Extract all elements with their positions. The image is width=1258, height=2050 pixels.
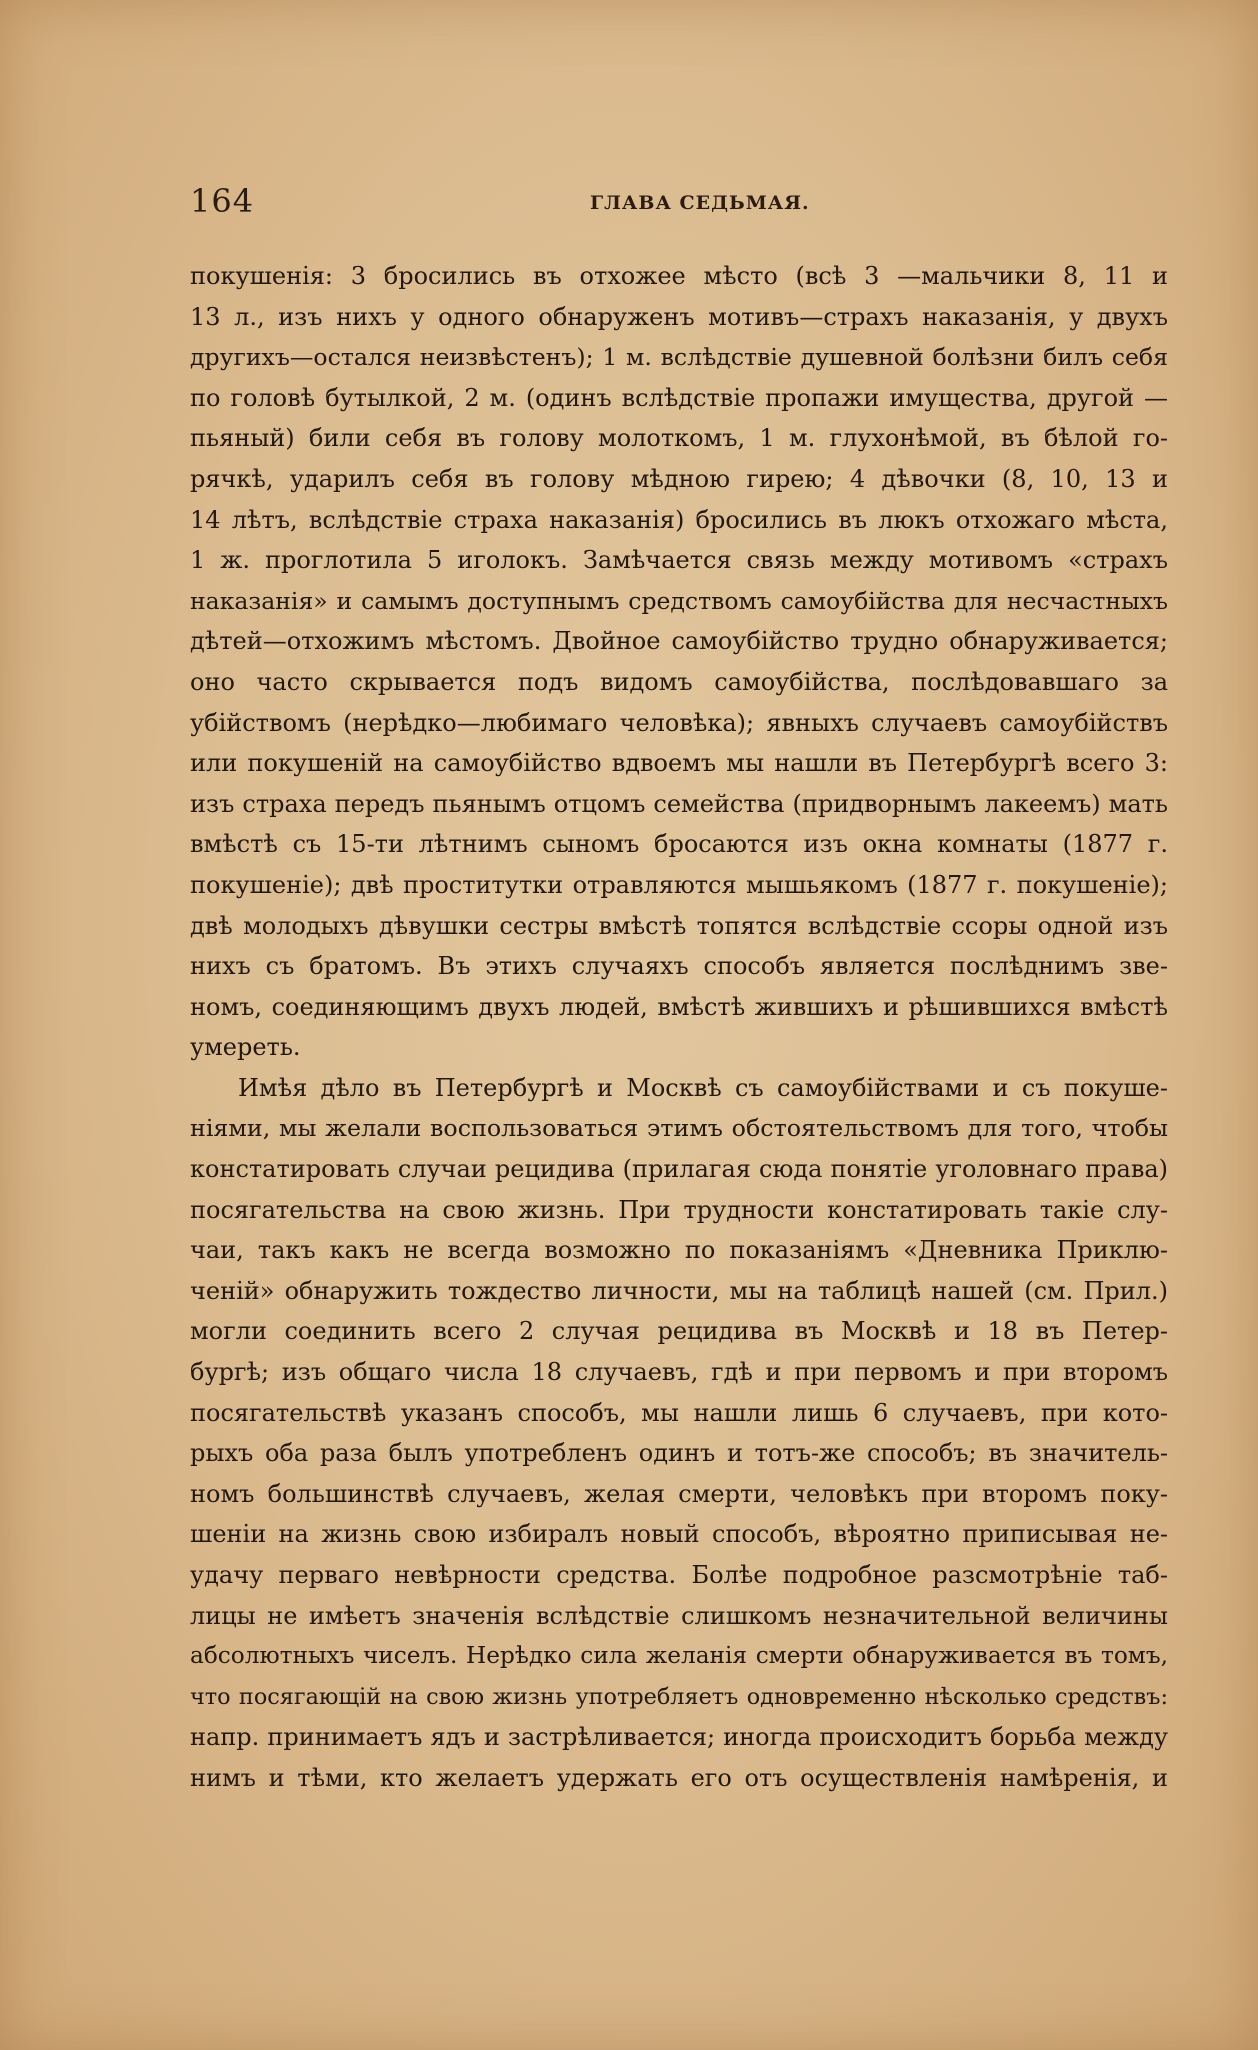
text-line: 1 ж. проглотила 5 иголокъ. Замѣчается связь между мотивомъ «страхъ [190, 546, 1168, 575]
text-line: нихъ съ братомъ. Въ этихъ случаяхъ способъ является послѣднимъ зве- [190, 952, 1168, 981]
page-number: 164 [190, 182, 255, 220]
text-line: умереть. [190, 1033, 301, 1062]
text-line: двѣ молодыхъ дѣвушки сестры вмѣстѣ топятся вслѣдствіе ссоры одной изъ [190, 911, 1168, 940]
text-line: напр. принимаетъ ядъ и застрѣливается; иногда происходитъ борьба между [190, 1723, 1168, 1752]
text-line: номъ большинствѣ случаевъ, желая смерти, человѣкъ при второмъ поку- [190, 1479, 1168, 1508]
text-line: убійствомъ (нерѣдко—любимаго человѣка); явныхъ случаевъ самоубійствъ [190, 708, 1168, 737]
text-line: изъ страха передъ пьянымъ отцомъ семейства (придворнымъ лакеемъ) мать [190, 789, 1168, 818]
text-line: бургѣ; изъ общаго числа 18 случаевъ, гдѣ и при первомъ и при второмъ [190, 1358, 1168, 1387]
text-line: рыхъ оба раза былъ употребленъ одинъ и тотъ-же способъ; въ значитель- [190, 1439, 1168, 1468]
text-line: другихъ—остался неизвѣстенъ); 1 м. вслѣдствіе душевной болѣзни билъ себя [190, 343, 1168, 372]
text-line: удачу перваго невѣрности средства. Болѣе подробное разсмотрѣніе таб- [190, 1561, 1168, 1589]
text-line: покушеніе); двѣ проститутки отравляются мышьякомъ (1877 г. покушеніе); [190, 870, 1168, 899]
text-line: покушенія: 3 бросились въ отхожее мѣсто (всѣ 3 —мальчики 8, 11 и [190, 262, 1168, 290]
text-line: посягательствѣ указанъ способъ, мы нашли лишь 6 случаевъ, при кото- [190, 1398, 1168, 1427]
text-line: Имѣя дѣло въ Петербургѣ и Москвѣ съ самоубійствами и съ покуше- [238, 1073, 1168, 1102]
text-line: по головѣ бутылкой, 2 м. (одинъ вслѣдствіе пропажи имущества, другой — [190, 383, 1168, 412]
text-line: нимъ и тѣми, кто желаетъ удержать его отъ осуществленія намѣренія, и [190, 1763, 1168, 1792]
text-line: 14 лѣтъ, вслѣдствіе страха наказанія) бросились въ люкъ отхожаго мѣста, [190, 505, 1168, 534]
text-line: что посягающій на свою жизнь употребляетъ одновременно нѣсколько средствъ: [190, 1683, 1168, 1710]
text-line: или покушеній на самоубійство вдвоемъ мы нашли въ Петербургѣ всего 3: [190, 749, 1168, 778]
page-header [190, 182, 1170, 222]
text-line: пьяный) били себя въ голову молоткомъ, 1 м. глухонѣмой, въ бѣлой го- [190, 424, 1168, 453]
running-head: ГЛАВА СЕДЬМАЯ. [590, 192, 810, 214]
text-line: абсолютныхъ чиселъ. Нерѣдко сила желанія смерти обнаруживается въ томъ, [190, 1642, 1168, 1670]
text-line: лицы не имѣетъ значенія вслѣдствіе слишкомъ незначительной величины [190, 1601, 1168, 1630]
text-line: оно часто скрывается подъ видомъ самоубійства, послѣдовавшаго за [190, 667, 1168, 696]
text-line: могли соединить всего 2 случая рецидива въ Москвѣ и 18 въ Петер- [190, 1317, 1168, 1346]
text-line: 13 л., изъ нихъ у одного обнаруженъ мотивъ—страхъ наказанія, у двухъ [190, 302, 1168, 331]
text-line: дѣтей—отхожимъ мѣстомъ. Двойное самоубійство трудно обнаруживается; [190, 627, 1168, 656]
text-line: рячкѣ, ударилъ себя въ голову мѣдною гирею; 4 дѣвочки (8, 10, 13 и [190, 464, 1168, 493]
text-line: номъ, соединяющимъ двухъ людей, вмѣстѣ жившихъ и рѣшившихся вмѣстѣ [190, 992, 1168, 1021]
text-line: ніями, мы желали воспользоваться этимъ обстоятельствомъ для того, чтобы [190, 1114, 1168, 1143]
body-text [190, 256, 1168, 1799]
text-line: наказанія» и самымъ доступнымъ средствомъ самоубійства для несчастныхъ [190, 586, 1168, 615]
text-line: посягательства на свою жизнь. При трудности констатировать такіе слу- [190, 1195, 1168, 1224]
text-line: констатировать случаи рецидива (прилагая сюда понятіе уголовнаго права) [190, 1155, 1168, 1184]
text-line: ченій» обнаружить тождество личности, мы на таблицѣ нашей (см. Прил.) [190, 1276, 1168, 1305]
text-line: шеніи на жизнь свою избиралъ новый способъ, вѣроятно приписывая не- [190, 1520, 1168, 1549]
text-line: вмѣстѣ съ 15-ти лѣтнимъ сыномъ бросаются изъ окна комнаты (1877 г. [190, 830, 1168, 859]
text-line: чаи, такъ какъ не всегда возможно по показаніямъ «Дневника Приклю- [190, 1236, 1168, 1265]
